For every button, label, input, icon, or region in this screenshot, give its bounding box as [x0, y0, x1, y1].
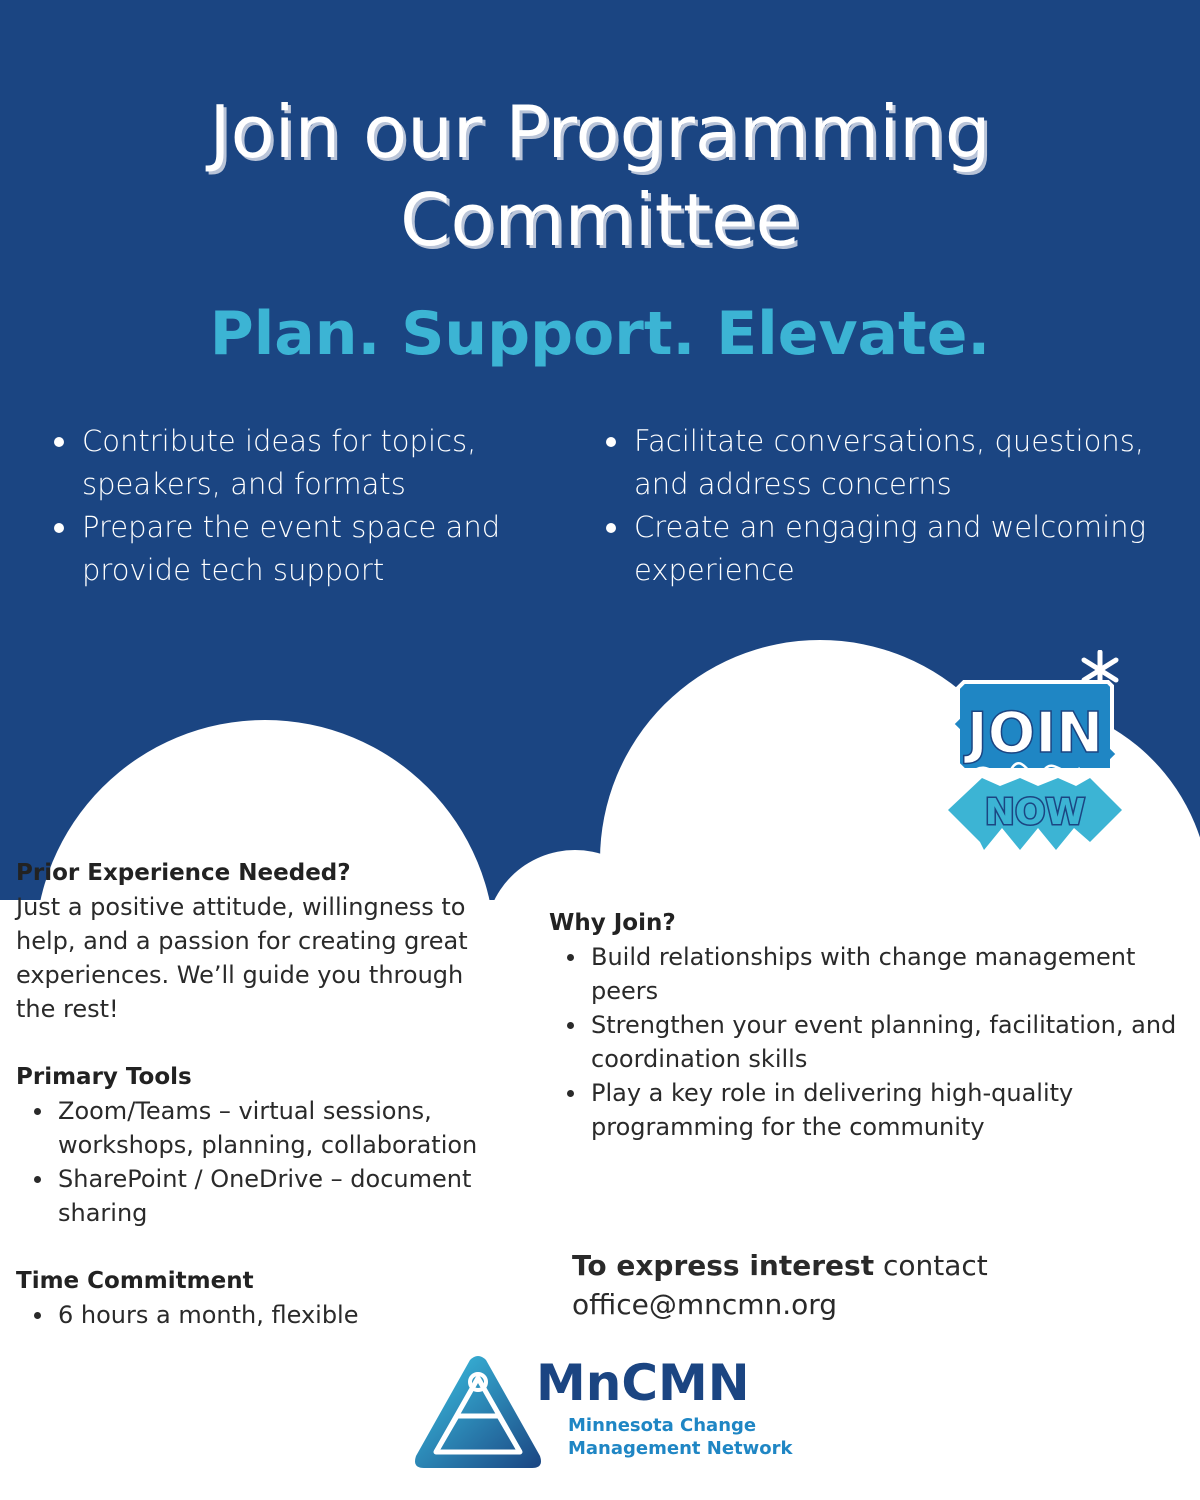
list-item: Facilitate conversations, questions, and address concerns — [606, 420, 1186, 506]
join-text: JOIN — [966, 701, 1104, 766]
list-item: 6 hours a month, flexible — [16, 1298, 516, 1332]
duties-list-right — [606, 420, 1186, 592]
title-line-1: Join our Programming — [209, 90, 991, 174]
time-commitment-list — [16, 1298, 516, 1332]
contact-email[interactable]: office@mncmn.org — [572, 1288, 838, 1321]
list-item: Build relationships with change management peers — [549, 940, 1194, 1008]
list-item: Create an engaging and welcoming experience — [606, 506, 1186, 592]
contact-rest: contact — [874, 1249, 988, 1282]
primary-tools-heading: Primary Tools — [16, 1064, 192, 1090]
duties-list-left — [54, 420, 554, 592]
list-item: SharePoint / OneDrive – document sharing — [16, 1162, 516, 1230]
list-item: Play a key role in delivering high-quality programming for the community — [549, 1076, 1194, 1144]
contact-info — [572, 1246, 1172, 1324]
tagline: Plan. Support. Elevate. — [209, 299, 991, 369]
list-item: Zoom/Teams – virtual sessions, workshops, planning, collaboration — [16, 1094, 516, 1162]
list-item: Contribute ideas for topics, speakers, and formats — [54, 420, 554, 506]
contact-bold: To express interest — [572, 1249, 875, 1282]
prior-experience-text: Just a positive attitude, willingness to help, and a passion for creating great experiences. We’ll guide you through the rest! — [16, 893, 468, 1023]
join-now-badge[interactable] — [940, 650, 1130, 870]
logo-subtitle — [568, 1414, 808, 1460]
title-line-2: Committee — [400, 178, 800, 262]
now-text: NOW — [984, 792, 1086, 833]
list-item: Prepare the event space and provide tech support — [54, 506, 554, 592]
page-title — [0, 88, 1200, 264]
primary-tools-list — [16, 1094, 516, 1230]
list-item: Strengthen your event planning, facilitation, and coordination skills — [549, 1008, 1194, 1076]
why-join-heading: Why Join? — [549, 910, 676, 936]
logo-subtitle-line-2: Management Network — [568, 1438, 793, 1459]
time-commitment-heading: Time Commitment — [16, 1268, 254, 1294]
logo-name: MnCMN — [536, 1354, 750, 1412]
triangle-logo-icon — [410, 1352, 546, 1472]
logo-subtitle-line-1: Minnesota Change — [568, 1415, 757, 1436]
prior-experience-heading: Prior Experience Needed? — [16, 860, 351, 886]
why-join-list — [549, 940, 1194, 1144]
